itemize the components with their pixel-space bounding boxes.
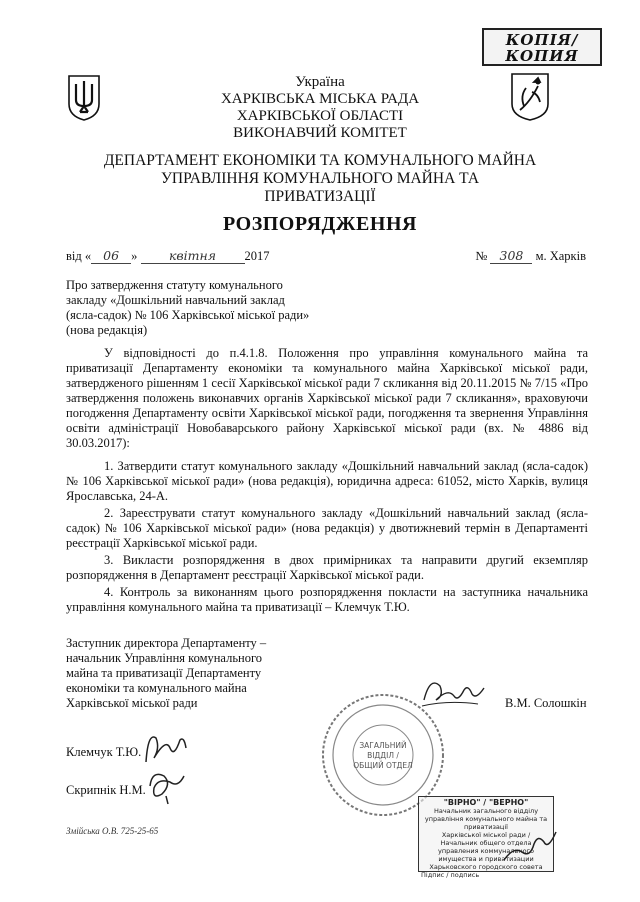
verno-line: управления коммунального имущества и приватизации: [437, 847, 535, 863]
signatory-position: [66, 636, 276, 711]
verno-line: Начальник загального відділу: [433, 807, 539, 815]
position-line: Заступник директора Департаменту –: [66, 636, 267, 650]
approval-signature: [142, 766, 192, 806]
subject-line: Про затвердження статуту комунального: [66, 278, 283, 292]
approval-klemchuk: Клемчук Т.Ю.: [66, 745, 142, 759]
order-item: 2. Зареєструвати статут комунального закладу «Дошкільний навчальний заклад (ясла-садок) № 106 Харківської міської ради» (нова редакція) у двотижневий термін в Департаменті реєстрації Харківської міської ради.: [66, 506, 588, 550]
round-stamp-line3: ОБЩИЙ ОТДЕЛ: [353, 761, 413, 770]
order-item: 4. Контроль за виконанням цього розпорядження покласти на заступника начальника управління комунального майна та приватизації – Клемчук Т.Ю.: [66, 585, 588, 614]
copy-stamp-line2: КОПИЯ: [505, 47, 579, 65]
header-region: ХАРКІВСЬКОЇ ОБЛАСТІ: [236, 108, 404, 124]
date-number-line: [66, 248, 586, 264]
position-line: Харківської міської ради: [66, 696, 198, 710]
date-mid: »: [131, 249, 138, 263]
position-line: економіки та комунального майна: [66, 681, 247, 695]
date-month: квітня: [141, 248, 245, 264]
copy-stamp: [482, 28, 602, 66]
signatory-name: В.М. Солошкін: [505, 696, 587, 710]
directorate-line2: ПРИВАТИЗАЦІЇ: [264, 188, 376, 205]
date-prefix: від «: [66, 249, 92, 263]
order-item: 1. Затвердити статут комунального закладу «Дошкільний навчальний заклад (ясла-садок) № 106 Харківської міської ради» (нова редакція), юридична адреса: 61052, місто Харків, вулиця Ярославська, 24-А.: [66, 459, 588, 503]
approval-signature: [140, 728, 190, 768]
round-stamp-line1: ЗАГАЛЬНИЙ: [359, 741, 407, 750]
city: м. Харків: [535, 249, 586, 263]
document-title: РОЗПОРЯДЖЕННЯ: [223, 213, 417, 235]
department-name: ДЕПАРТАМЕНТ ЕКОНОМІКИ ТА КОМУНАЛЬНОГО МАЙНА: [103, 152, 537, 169]
position-line: майна та приватизації Департаменту: [66, 666, 262, 680]
header-country: Україна: [295, 74, 345, 90]
verno-line: Харківської міської ради /: [441, 831, 531, 839]
verno-title: "ВІРНО" / "ВЕРНО": [443, 798, 529, 807]
header-department: [60, 152, 580, 206]
date-year: 2017: [244, 249, 270, 263]
verno-line: Харьковского городского совета: [429, 863, 543, 871]
document-number: [475, 248, 586, 264]
verno-line: Начальник общего отдела: [440, 839, 532, 847]
copy-stamp-line1: КОПІЯ/: [505, 31, 579, 49]
order-items: [66, 459, 588, 617]
directorate-line1: УПРАВЛІННЯ КОМУНАЛЬНОГО МАЙНА ТА: [160, 170, 480, 187]
subject-line: закладу «Дошкільний навчальний заклад: [66, 293, 285, 307]
subject-line: (ясла-садок) № 106 Харківської міської ради»: [66, 308, 310, 322]
verno-sign-label: Підпис / подпись: [421, 871, 480, 879]
subject-line: (нова редакція): [66, 323, 148, 337]
header-authority: [60, 74, 580, 142]
order-item: 3. Викласти розпорядження в двох примірниках та направити другий екземпляр розпорядження в Департамент реєстрації Харківської міської ради.: [66, 553, 588, 582]
approval-skrypnik: Скрипнік Н.М.: [66, 783, 146, 797]
header-council: ХАРКІВСЬКА МІСЬКА РАДА: [220, 91, 420, 107]
date-day: 06: [91, 248, 131, 264]
preamble-paragraph: У відповідності до п.4.1.8. Положення про управління комунального майна та приватизації Департаменту економіки та комунального майна Харківської міської ради, затвердженого рішенням 1 сесії Харківської міської ради 7 скликання від 20.11.2015 № 7/15 «Про затвердження положень виконавчих органів Харківської міської ради 7 скликання», враховуючи погодження Департаменту освіти Харківської міської ради, погодження та звернення Управління освіти адміністрації Новобаварського району Харківської міської ради (вх. № 4886 від 30.03.2017):: [66, 346, 588, 450]
number-value: 308: [490, 248, 532, 264]
header-committee: ВИКОНАВЧИЙ КОМІТЕТ: [233, 125, 407, 141]
verno-line: управління комунального майна та приватизації: [424, 815, 548, 831]
number-prefix: №: [475, 249, 488, 263]
certifier-signature: [500, 826, 560, 866]
subject-block: [66, 278, 366, 338]
round-stamp-line2: ВІДДІЛ /: [367, 751, 399, 760]
executor-contact: Змійська О.В. 725-25-65: [66, 826, 159, 836]
position-line: начальник Управління комунального: [66, 651, 263, 665]
